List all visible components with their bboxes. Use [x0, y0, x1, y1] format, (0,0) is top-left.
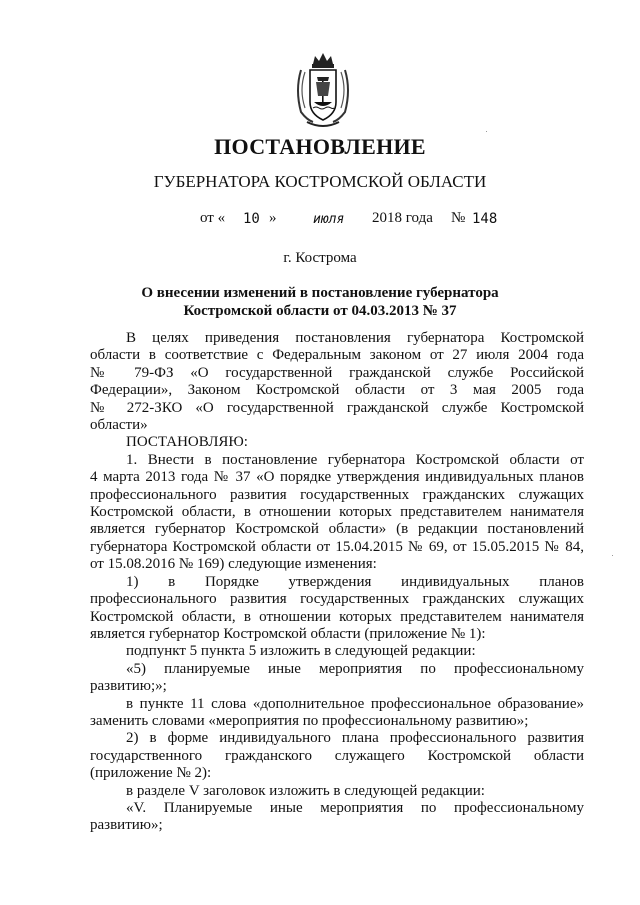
coat-of-arms-icon [293, 50, 353, 130]
body-line: в разделе V заголовок изложить в следующей редакции: [126, 782, 485, 799]
date-prefix: от « [200, 210, 226, 226]
body-line: профессионального развития государственных гражданских служащих [90, 591, 584, 608]
date-day: 10 [243, 211, 260, 227]
document-body [90, 330, 584, 835]
body-line: № 79-ФЗ «О государственной гражданской службе Российской [90, 364, 584, 381]
body-line: «5) планируемые иные мероприятия по профессиональному [126, 660, 584, 677]
body-line: 1. Внести в постановление губернатора Костромской области от [126, 451, 584, 468]
document-number: 148 [472, 211, 498, 227]
heading-line: Костромской области от 04.03.2013 № 37 [183, 303, 457, 319]
scan-speck [612, 555, 613, 556]
body-line: в пункте 11 слова «дополнительное профессиональное образование» [126, 695, 584, 712]
city-name: г. Кострома [283, 250, 357, 266]
body-line: является губернатор Костромской области (приложение № 1): [90, 625, 486, 642]
heading-line: О внесении изменений в постановление губернатора [141, 285, 499, 301]
body-line: Костромской области, в отношении которых представителем нанимателя [90, 504, 584, 521]
body-line: 4 марта 2013 года № 37 «О порядке утверждения индивидуальных планов [90, 469, 584, 486]
body-line: развитию;»; [90, 678, 167, 695]
body-line: государственного гражданского служащего Костромской области [90, 747, 584, 764]
date-year: 2018 года [372, 210, 433, 226]
body-line: 1) в Порядке утверждения индивидуальных планов [126, 573, 584, 590]
body-line: 2) в форме индивидуального плана профессионального развития [126, 730, 584, 747]
body-line: Костромской области, в отношении которых представителем нанимателя [90, 608, 584, 625]
body-line: Федерации», Законом Костромской области от 3 мая 2005 года [90, 382, 584, 399]
body-line: ПОСТАНОВЛЯЮ: [126, 434, 248, 451]
document-heading [0, 284, 640, 320]
body-line: «V. Планируемые иные мероприятия по профессиональному [126, 799, 584, 816]
body-line: (приложение № 2): [90, 765, 212, 782]
date-line [0, 210, 640, 230]
body-line: № 272-ЗКО «О государственной гражданской службе Костромской [90, 399, 584, 416]
body-line: от 15.08.2016 № 169) следующие изменения: [90, 556, 377, 573]
scan-speck [486, 131, 487, 132]
body-line: подпункт 5 пункта 5 изложить в следующей редакции: [126, 643, 476, 660]
date-day-close: » [269, 210, 277, 226]
body-line: заменить словами «мероприятия по профессиональному развитию»; [90, 712, 529, 729]
body-line: развитию»; [90, 817, 163, 834]
body-line: области» [90, 417, 148, 434]
body-line: является губернатор Костромской области» (в редакции постановлений [90, 521, 584, 538]
body-line: области в соответствие с Федеральным законом от 27 июля 2004 года [90, 347, 584, 364]
date-month: июля [313, 212, 345, 227]
number-sign: № [451, 210, 466, 226]
body-line: губернатора Костромской области от 15.04.2015 № 69, от 15.05.2015 № 84, [90, 538, 584, 555]
document-subtitle: ГУБЕРНАТОРА КОСТРОМСКОЙ ОБЛАСТИ [153, 172, 487, 191]
body-line: В целях приведения постановления губернатора Костромской [126, 330, 584, 346]
body-line: профессионального развития государственных гражданских служащих [90, 486, 584, 503]
document-title: ПОСТАНОВЛЕНИЕ [214, 134, 426, 159]
